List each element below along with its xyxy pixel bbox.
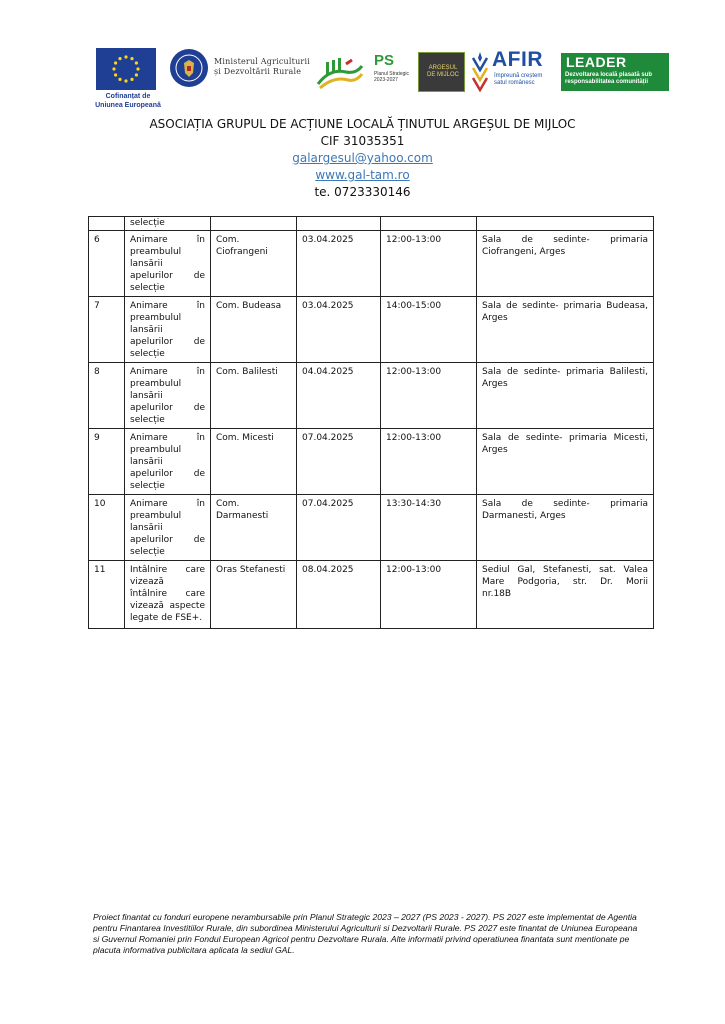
table-cell-time: 12:00-13:00 bbox=[381, 561, 477, 629]
table-cell-location: Com. Ciofrangeni bbox=[211, 231, 297, 297]
table-cell-time: 12:00-13:00 bbox=[381, 429, 477, 495]
funding-footer: Proiect finantat cu fonduri europene nerambursabile prin Planul Strategic 2023 – 2027 (PS 2023 - 2027). PS 2027 este implementat de Agentia pentru Finantarea Investitiilor Rurale, din subordinea Ministerului Agriculturii si Dezvoltarii Rurale. PS 2027 este finantat de Uniunea Europeana si Guvernul Romaniei prin Fondul European Agricol pentru Dezvoltare Rurala. Alte informatii privind operatiunea finantata sunt mentionate pe placuta informativa publicitara aplicata la sediul GAL. bbox=[93, 912, 638, 955]
table-cell-activity: Animare în preambulul lansării apelurilor de selecție bbox=[125, 363, 211, 429]
table-cell-date: 08.04.2025 bbox=[297, 561, 381, 629]
leader-logo bbox=[561, 53, 669, 91]
ministry-name: Ministerul Agriculturii și Dezvoltării Rurale bbox=[214, 57, 310, 76]
logo-bar bbox=[88, 44, 673, 114]
afir-logo-text: AFIR bbox=[492, 48, 543, 71]
ps-subtitle: Planul Strategic 2023-2027 bbox=[374, 71, 410, 83]
eu-flag-logo bbox=[96, 48, 156, 90]
table-cell-activity: Animare în preambulul lansării apelurilor de selecție bbox=[125, 429, 211, 495]
table-cell-time: 12:00-13:00 bbox=[381, 363, 477, 429]
table-cell-location: Com. Balilesti bbox=[211, 363, 297, 429]
table-cell-activity: Animare în preambulul lansării apelurilor de selecție bbox=[125, 231, 211, 297]
table-cell-location: Com. Budeasa bbox=[211, 297, 297, 363]
table-row bbox=[89, 429, 654, 495]
afir-emblem-icon bbox=[470, 50, 490, 92]
table-cell-nr: 6 bbox=[89, 231, 125, 297]
organization-header bbox=[0, 116, 725, 201]
table-cell-time: 14:00-15:00 bbox=[381, 297, 477, 363]
phone: te. 0723330146 bbox=[314, 185, 411, 199]
table-row bbox=[89, 217, 654, 231]
table-row bbox=[89, 495, 654, 561]
table-cell-venue: Sediul Gal, Stefanesti, sat. Valea Mare Podgoria, str. Dr. Morii nr.18B bbox=[477, 561, 654, 629]
table-cell-nr: 8 bbox=[89, 363, 125, 429]
table-cell-location: Com. Micesti bbox=[211, 429, 297, 495]
website-link[interactable]: www.gal-tam.ro bbox=[315, 168, 410, 182]
table-cell-nr: 11 bbox=[89, 561, 125, 629]
table-cell-nr: 9 bbox=[89, 429, 125, 495]
email-link[interactable]: galargesul@yahoo.com bbox=[292, 151, 433, 165]
table-cell-venue: Sala de sedinte- primaria Darmanesti, Arges bbox=[477, 495, 654, 561]
government-seal-logo bbox=[170, 49, 208, 87]
table-cell-date: 03.04.2025 bbox=[297, 297, 381, 363]
table-cell-date: 07.04.2025 bbox=[297, 495, 381, 561]
table-cell-location: Oras Stefanesti bbox=[211, 561, 297, 629]
table-cell-time: 12:00-13:00 bbox=[381, 231, 477, 297]
table-cell-nr: 10 bbox=[89, 495, 125, 561]
table-cell-venue: Sala de sedinte- primaria Budeasa, Arges bbox=[477, 297, 654, 363]
table-cell-nr: 7 bbox=[89, 297, 125, 363]
table-row bbox=[89, 231, 654, 297]
schedule-table bbox=[88, 216, 654, 629]
table-cell-venue: Sala de sedinte- primaria Ciofrangeni, Arges bbox=[477, 231, 654, 297]
strategic-plan-mark-icon bbox=[316, 54, 364, 90]
gal-logo: ARGEȘUL DE MIJLOC bbox=[418, 52, 465, 92]
table-cell-activity: Intâlnire care vizează întâlnire care vizează aspecte legate de FSE+. bbox=[125, 561, 211, 629]
table-row bbox=[89, 561, 654, 629]
eu-caption: Cofinanțat de Uniunea Europeană bbox=[95, 93, 161, 109]
table-cell-activity: Animare în preambulul lansării apelurilor de selecție bbox=[125, 495, 211, 561]
table-cell-activity: selecție bbox=[125, 217, 211, 231]
cif: CIF 31035351 bbox=[320, 134, 405, 148]
table-row bbox=[89, 363, 654, 429]
table-row bbox=[89, 297, 654, 363]
table-cell-activity: Animare în preambulul lansării apelurilor de selecție bbox=[125, 297, 211, 363]
table-cell-venue: Sala de sedinte- primaria Micesti, Arges bbox=[477, 429, 654, 495]
table-cell-location: Com. Darmanesti bbox=[211, 495, 297, 561]
ps-logo-text: PS bbox=[374, 52, 395, 69]
leader-title: LEADER bbox=[566, 54, 627, 70]
organization-name: ASOCIAȚIA GRUPUL DE ACȚIUNE LOCALĂ ȚINUTUL ARGEȘUL DE MIJLOC bbox=[149, 117, 576, 131]
table-cell-date: 03.04.2025 bbox=[297, 231, 381, 297]
table-cell-time: 13:30-14:30 bbox=[381, 495, 477, 561]
table-cell-venue: Sala de sedinte- primaria Balilesti, Arges bbox=[477, 363, 654, 429]
table-cell-date: 04.04.2025 bbox=[297, 363, 381, 429]
leader-subtitle: Dezvoltarea locală plasată sub responsabilitatea comunității bbox=[565, 72, 653, 85]
table-cell-date: 07.04.2025 bbox=[297, 429, 381, 495]
afir-subtitle: împreună creștem satul românesc bbox=[494, 73, 543, 86]
